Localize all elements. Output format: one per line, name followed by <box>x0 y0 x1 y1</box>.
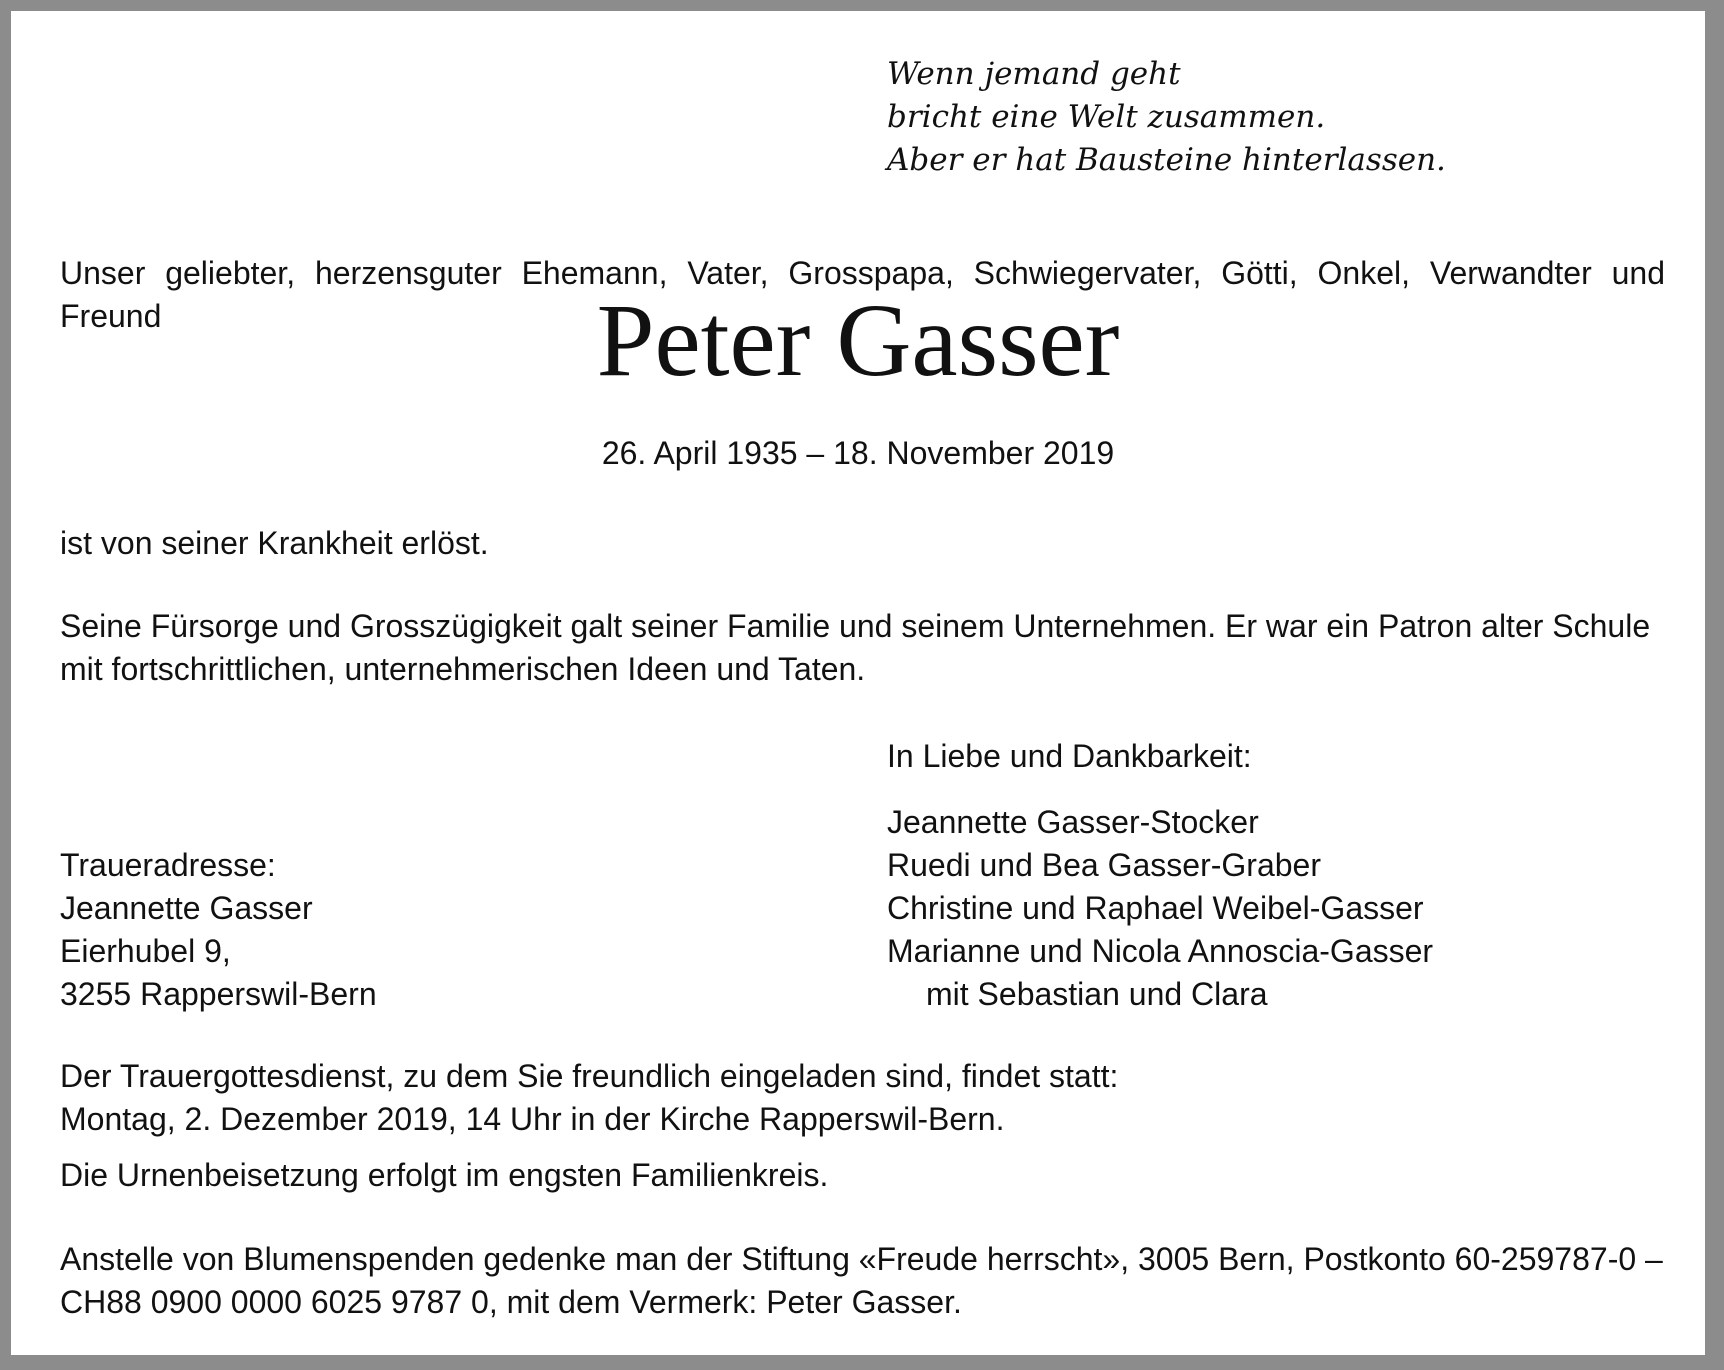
address-heading: Traueradresse: <box>60 847 276 883</box>
obituary-page <box>11 11 1705 1355</box>
life-dates: 26. April 1935 – 18. November 2019 <box>601 435 1115 471</box>
donation-line: CH88 0900 0000 6025 9787 0, mit dem Vermerk: Peter Gasser. <box>60 1284 962 1320</box>
tribute-paragraph <box>60 605 1650 691</box>
tribute-line: mit fortschrittlichen, unternehmerischen Ideen und Taten. <box>60 651 866 687</box>
service-line: Der Trauergottesdienst, zu dem Sie freundlich eingeladen sind, findet statt: <box>60 1058 1119 1094</box>
mourner-name: Jeannette Gasser-Stocker <box>887 804 1259 840</box>
donation-info <box>60 1238 1663 1324</box>
burial-info: Die Urnenbeisetzung erfolgt im engsten Familienkreis. <box>60 1157 829 1193</box>
address-line: Jeannette Gasser <box>60 890 313 926</box>
service-line: Montag, 2. Dezember 2019, 14 Uhr in der Kirche Rapperswil-Bern. <box>60 1101 1005 1137</box>
epigraph-quote <box>887 53 1446 182</box>
mourners-list <box>887 801 1433 1016</box>
mourner-name: Marianne und Nicola Annoscia-Gasser <box>887 933 1434 969</box>
quote-line: Aber er hat Bausteine hinterlassen. <box>887 142 1446 178</box>
deceased-name: Peter Gasser <box>596 283 1120 398</box>
address-line: Eierhubel 9, <box>60 933 231 969</box>
quote-line: bricht eine Welt zusammen. <box>887 99 1326 135</box>
service-info <box>60 1055 1118 1141</box>
address-line: 3255 Rapperswil-Bern <box>60 976 377 1012</box>
mourning-address <box>60 844 377 1016</box>
mourner-children: mit Sebastian und Clara <box>926 976 1268 1012</box>
tribute-line: Seine Fürsorge und Grosszügigkeit galt seiner Familie und seinem Unternehmen. Er war ein Patron alter Schule <box>60 608 1651 644</box>
released-text: ist von seiner Krankheit erlöst. <box>60 525 489 561</box>
donation-line: Anstelle von Blumenspenden gedenke man der Stiftung «Freude herrscht», 3005 Bern, Postkonto 60-259787-0 – <box>60 1241 1663 1277</box>
intro-text: Unser geliebter, herzensguter Ehemann, Vater, Grosspapa, Schwiegervater, Götti, Onkel, Verwandter und Freund <box>60 255 1665 334</box>
mourners-heading: In Liebe und Dankbarkeit: <box>887 738 1252 774</box>
mourner-name: Christine und Raphael Weibel-Gasser <box>887 890 1424 926</box>
mourner-name: Ruedi und Bea Gasser-Graber <box>887 847 1321 883</box>
quote-line: Wenn jemand geht <box>887 56 1181 92</box>
